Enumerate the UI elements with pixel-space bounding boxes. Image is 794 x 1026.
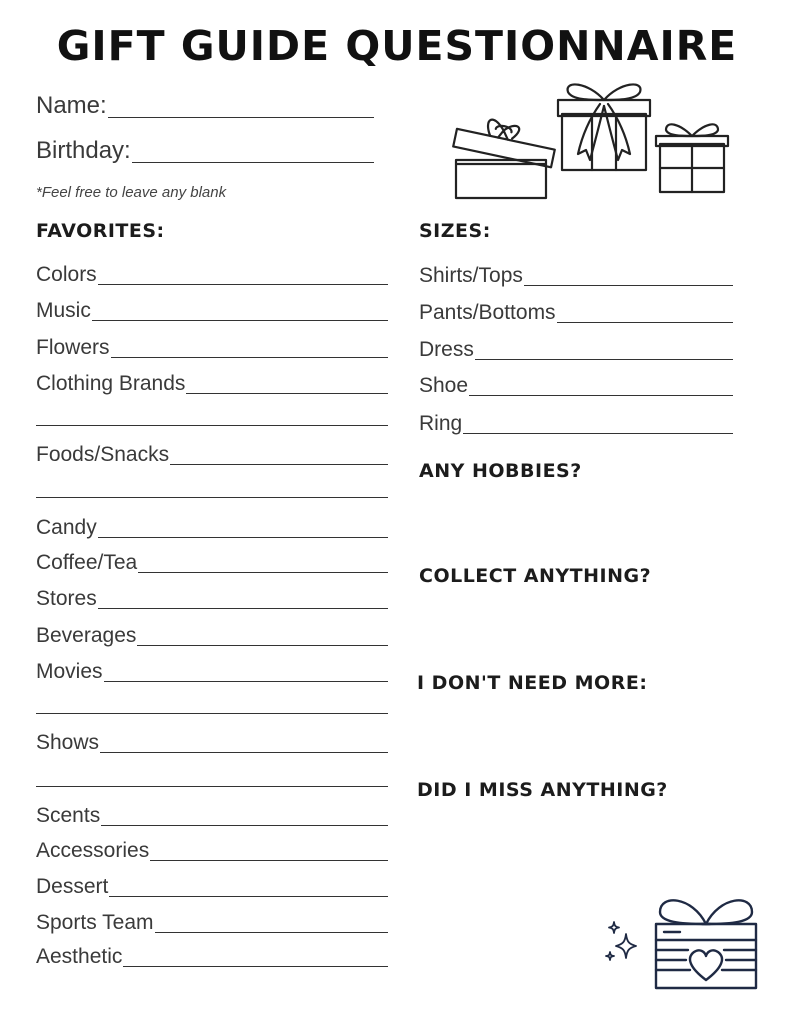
sparkle-icon [604, 920, 640, 968]
fav-label: Music [36, 299, 91, 322]
size-line[interactable] [469, 395, 733, 396]
fav-label: Coffee/Tea [36, 551, 138, 574]
fav-line[interactable] [100, 752, 388, 753]
birthday-label: Birthday: [36, 137, 131, 164]
fav-label: Colors [36, 263, 97, 286]
fav-line[interactable] [170, 464, 388, 465]
page-title: GIFT GUIDE QUESTIONNAIRE [56, 22, 738, 70]
size-line[interactable] [463, 433, 733, 434]
fav-label: Clothing Brands [36, 372, 186, 395]
miss-anything-question: DID I MISS ANYTHING? [417, 779, 668, 801]
favorites-heading: FAVORITES: [36, 220, 165, 242]
hobbies-question: ANY HOBBIES? [419, 460, 582, 482]
fav-shows-field[interactable] [36, 725, 388, 755]
fav-label: Accessories [36, 839, 150, 862]
fav-line[interactable] [101, 825, 388, 826]
size-shoe-field[interactable] [419, 368, 733, 398]
fav-clothing-brands-field[interactable] [36, 366, 388, 396]
fav-label: Stores [36, 587, 97, 610]
size-label: Ring [419, 412, 463, 435]
fav-stores-field[interactable] [36, 581, 388, 611]
sizes-heading: SIZES: [419, 220, 491, 242]
fav-line[interactable] [98, 608, 388, 609]
fav-line[interactable] [186, 393, 388, 394]
birthday-line[interactable] [132, 162, 374, 163]
name-line[interactable] [108, 117, 374, 118]
fav-candy-field[interactable] [36, 510, 388, 540]
size-line[interactable] [524, 285, 733, 286]
fav-line[interactable] [155, 932, 389, 933]
dont-need-question: I DON'T NEED MORE: [417, 672, 648, 694]
fav-line[interactable] [104, 681, 388, 682]
fav-movies-field[interactable] [36, 654, 388, 684]
fav-aesthetic-field[interactable] [36, 939, 388, 969]
fav-scents-field[interactable] [36, 798, 388, 828]
fav-label: Candy [36, 516, 97, 539]
fav-label: Beverages [36, 624, 137, 647]
size-label: Shoe [419, 374, 469, 397]
fav-line[interactable] [98, 284, 388, 285]
fav-label: Flowers [36, 336, 110, 359]
size-line[interactable] [557, 322, 733, 323]
fav-line[interactable] [98, 537, 388, 538]
fav-line[interactable] [111, 357, 388, 358]
extra-blank-line[interactable] [36, 497, 388, 498]
fav-label: Dessert [36, 875, 109, 898]
fav-beverages-field[interactable] [36, 618, 388, 648]
fav-accessories-field[interactable] [36, 833, 388, 863]
size-line[interactable] [475, 359, 733, 360]
name-field[interactable] [36, 90, 374, 120]
fav-label: Sports Team [36, 911, 154, 934]
fav-line[interactable] [150, 860, 388, 861]
fav-label: Shows [36, 731, 100, 754]
gift-heart-icon [652, 892, 760, 992]
gift-boxes-icon [450, 78, 735, 203]
fav-label: Movies [36, 660, 103, 683]
fav-line[interactable] [92, 320, 388, 321]
size-pants-field[interactable] [419, 295, 733, 325]
fav-sports-team-field[interactable] [36, 905, 388, 935]
fav-music-field[interactable] [36, 293, 388, 323]
fav-line[interactable] [138, 572, 388, 573]
fav-flowers-field[interactable] [36, 330, 388, 360]
size-label: Shirts/Tops [419, 264, 523, 287]
size-dress-field[interactable] [419, 332, 733, 362]
blank-note: *Feel free to leave any blank [36, 184, 227, 201]
name-label: Name: [36, 92, 107, 119]
fav-label: Aesthetic [36, 945, 123, 968]
collect-question: COLLECT ANYTHING? [419, 565, 652, 587]
size-label: Dress [419, 338, 474, 361]
size-label: Pants/Bottoms [419, 301, 556, 324]
fav-coffee-tea-field[interactable] [36, 545, 388, 575]
size-ring-field[interactable] [419, 406, 733, 436]
extra-blank-line[interactable] [36, 425, 388, 426]
extra-blank-line[interactable] [36, 786, 388, 787]
fav-line[interactable] [123, 966, 388, 967]
birthday-field[interactable] [36, 135, 374, 165]
fav-label: Scents [36, 804, 101, 827]
fav-colors-field[interactable] [36, 257, 388, 287]
fav-foods-snacks-field[interactable] [36, 437, 388, 467]
fav-dessert-field[interactable] [36, 869, 388, 899]
fav-line[interactable] [109, 896, 388, 897]
fav-label: Foods/Snacks [36, 443, 170, 466]
fav-line[interactable] [137, 645, 388, 646]
extra-blank-line[interactable] [36, 713, 388, 714]
size-shirts-field[interactable] [419, 258, 733, 288]
